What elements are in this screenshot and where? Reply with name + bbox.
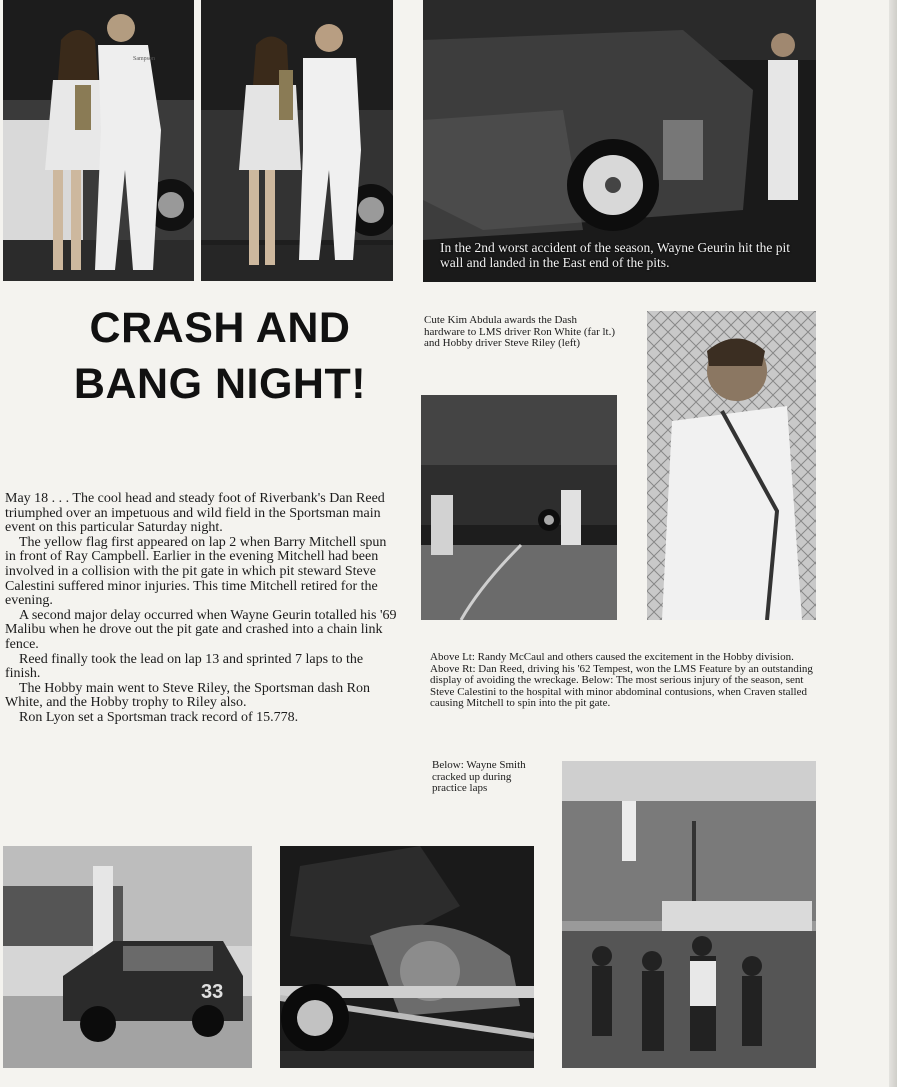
accident-caption: In the 2nd worst accident of the season, Wayne Geurin hit the pit wall and landed in the East end of the pits. [440, 240, 790, 270]
photo-dan-reed-portrait [647, 311, 816, 620]
above-caption: Above Lt: Randy McCaul and others caused the excitement in the Hobby division. Above Rt: Dan Reed, driving his '62 Tempest, won the LMS Feature by an outstanding display of avoiding the wreckage. Below: The most serious injury of the season, sent Steve Calestini to the hospital with minor abdominal contusions, when Craven stalled causing Mitchell to spin into the pit gate. [430, 651, 813, 710]
photo-accident-geurin [423, 0, 816, 282]
story-paragraph: Reed finally took the lead on lap 13 and sprinted 7 laps to the finish. [5, 651, 364, 682]
below-caption: Below: Wayne Smith cracked up during practice laps [432, 759, 526, 795]
photo-hobby-excitement [421, 395, 617, 620]
story-paragraph: The Hobby main went to Steve Riley, the Sportsman dash Ron White, and the Hobby trophy to Riley also. [5, 680, 370, 711]
car-number: 33 [201, 981, 224, 1003]
headline-line-1: CRASH AND [89, 304, 351, 352]
story-paragraph: Ron Lyon set a Sportsman track record of 15.778. [19, 709, 299, 725]
photo-trophy-steve-riley [201, 0, 393, 281]
story-paragraph: The yellow flag first appeared on lap 2 when Barry Mitchell spun in front of Ray Campbell. Earlier in the evening Mitchell had been involved in a collision with the pit gate in which pit steward Steve Calestini suffered minor injuries. This time Mitchell retired for the evening. [5, 534, 387, 609]
story-paragraph: May 18 . . . The cool head and steady foot of Riverbank's Dan Reed triumphed over an impetuous and wild field in the Sportsman main event on this particular Saturday night. [5, 491, 385, 536]
suit-text: Sampson [133, 56, 156, 62]
headline-line-2: BANG NIGHT! [73, 360, 367, 408]
photo-wayne-smith-car [3, 846, 252, 1068]
photo-trophy-ron-white [3, 0, 194, 281]
headline [40, 300, 400, 412]
story-paragraph: A second major delay occurred when Wayne Geurin totalled his '69 Malibu when he drove out the pit gate and crashed into a chain link fence. [5, 607, 397, 652]
story-body [5, 492, 400, 726]
photo-wreck-trailer [280, 846, 534, 1068]
photo-calestini-injury [562, 761, 816, 1068]
page-edge [889, 0, 897, 1087]
dash-caption: Cute Kim Abdula awards the Dash hardware to LMS driver Ron White (far lt.) and Hobby driver Steve Riley (left) [424, 314, 616, 350]
